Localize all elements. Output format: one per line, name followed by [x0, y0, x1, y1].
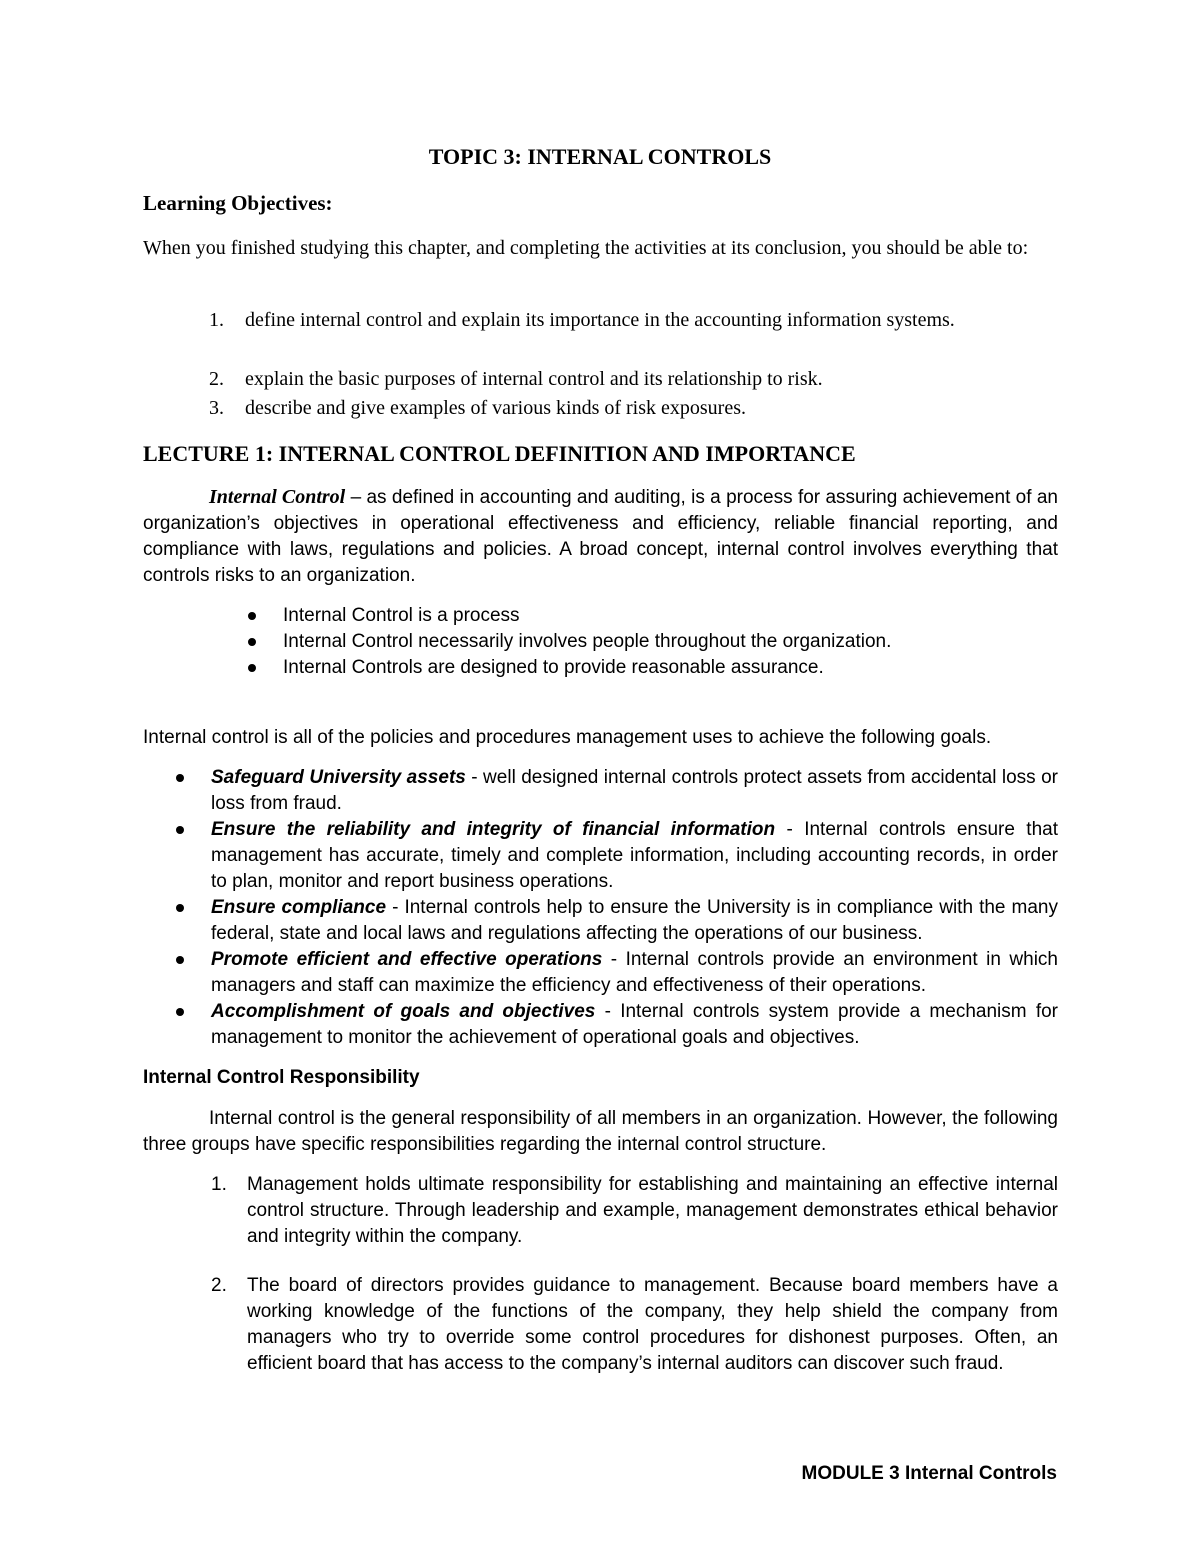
goal-item — [211, 817, 1058, 895]
goal-term: Ensure the reliability and integrity of financial information — [211, 819, 776, 840]
responsibility-heading: Internal Control Responsibility — [143, 1067, 420, 1088]
lecture-heading: LECTURE 1: INTERNAL CONTROL DEFINITION AND IMPORTANCE — [143, 441, 856, 466]
objective-item — [210, 394, 1058, 423]
bullet-icon — [248, 612, 256, 620]
goal-text: - well designed internal controls protect assets from accidental loss or loss from fraud. — [211, 767, 1058, 814]
goal-item — [211, 895, 1058, 947]
responsibility-intro — [143, 1106, 1058, 1158]
goal-text: - Internal controls provide an environment in which managers and staff can maximize the efficiency and effectiveness of their operations. — [211, 949, 1058, 996]
bullet-icon — [176, 774, 184, 782]
goal-term: Safeguard University assets — [211, 767, 466, 788]
learning-objectives-intro: When you finished studying this chapter, and completing the activities at its conclusion, you should be able to: — [143, 237, 1029, 259]
responsibility-item — [211, 1172, 1058, 1250]
responsibility-item — [211, 1273, 1058, 1377]
objective-text: define internal control and explain its importance in the accounting information systems. — [245, 309, 955, 331]
goal-item — [211, 999, 1058, 1051]
objective-item — [210, 365, 1058, 394]
definition-text: – as defined in accounting and auditing, is a process for assuring achievement of an organization’s objectives in operational effectiveness and efficiency, reliable financial reporting, and compliance with laws, regulations and policies. A broad concept, internal control involves everything that controls risks to an organization. — [143, 487, 1059, 586]
bullet-icon — [176, 904, 184, 912]
goal-text: - Internal controls ensure that management has accurate, timely and complete information, including accounting records, in order to plan, monitor and report business operations. — [211, 819, 1058, 892]
bullet-icon — [176, 826, 184, 834]
page-title: TOPIC 3: INTERNAL CONTROLS — [428, 144, 772, 169]
responsibility-text: Management holds ultimate responsibility for establishing and maintaining an effective internal control structure. Through leadership and example, management demonstrates ethical behavior and integrity within the company. — [247, 1174, 1058, 1247]
responsibility-number: 2. — [211, 1275, 227, 1296]
goals-intro: Internal control is all of the policies and procedures management uses to achieve the following goals. — [143, 727, 992, 748]
objective-text: explain the basic purposes of internal control and its relationship to risk. — [245, 368, 823, 390]
bullet-icon — [176, 956, 184, 964]
definition-term: Internal Control — [209, 486, 346, 508]
definition-paragraph — [143, 484, 1058, 589]
responsibility-number: 1. — [211, 1174, 227, 1195]
objective-item — [210, 306, 1058, 335]
responsibility-intro-text: Internal control is the general responsibility of all members in an organization. However, the following three groups have specific responsibilities regarding the internal control structure. — [143, 1108, 1058, 1155]
objective-number: 3. — [209, 397, 224, 419]
goal-item — [211, 765, 1058, 817]
objective-number: 2. — [209, 368, 224, 390]
responsibility-text: The board of directors provides guidance to management. Because board members have a working knowledge of the functions of the company, they help shield the company from managers who try to override some control procedures for dishonest purposes. Often, an efficient board that has access to the company’s internal auditors can discover such fraud. — [247, 1275, 1058, 1374]
goal-term: Ensure compliance — [211, 897, 387, 918]
objective-number: 1. — [209, 309, 224, 331]
bullet-item: Internal Controls are designed to provide reasonable assurance. — [283, 657, 824, 678]
page-footer: MODULE 3 Internal Controls — [801, 1463, 1057, 1484]
goal-text: - Internal controls help to ensure the University is in compliance with the many federal, state and local laws and regulations affecting the operations of our business. — [211, 897, 1058, 944]
bullet-item: Internal Control necessarily involves people throughout the organization. — [283, 631, 892, 652]
goal-term: Accomplishment of goals and objectives — [211, 1001, 596, 1022]
bullet-icon — [248, 638, 256, 646]
bullet-item: Internal Control is a process — [283, 605, 520, 626]
goal-text: - Internal controls system provide a mechanism for management to monitor the achievement of operational goals and objectives. — [211, 1001, 1058, 1048]
goal-term: Promote efficient and effective operations — [211, 949, 603, 970]
learning-objectives-heading: Learning Objectives: — [143, 191, 333, 215]
objective-text: describe and give examples of various kinds of risk exposures. — [245, 397, 746, 419]
goal-item — [211, 947, 1058, 999]
bullet-icon — [176, 1008, 184, 1016]
bullet-icon — [248, 664, 256, 672]
